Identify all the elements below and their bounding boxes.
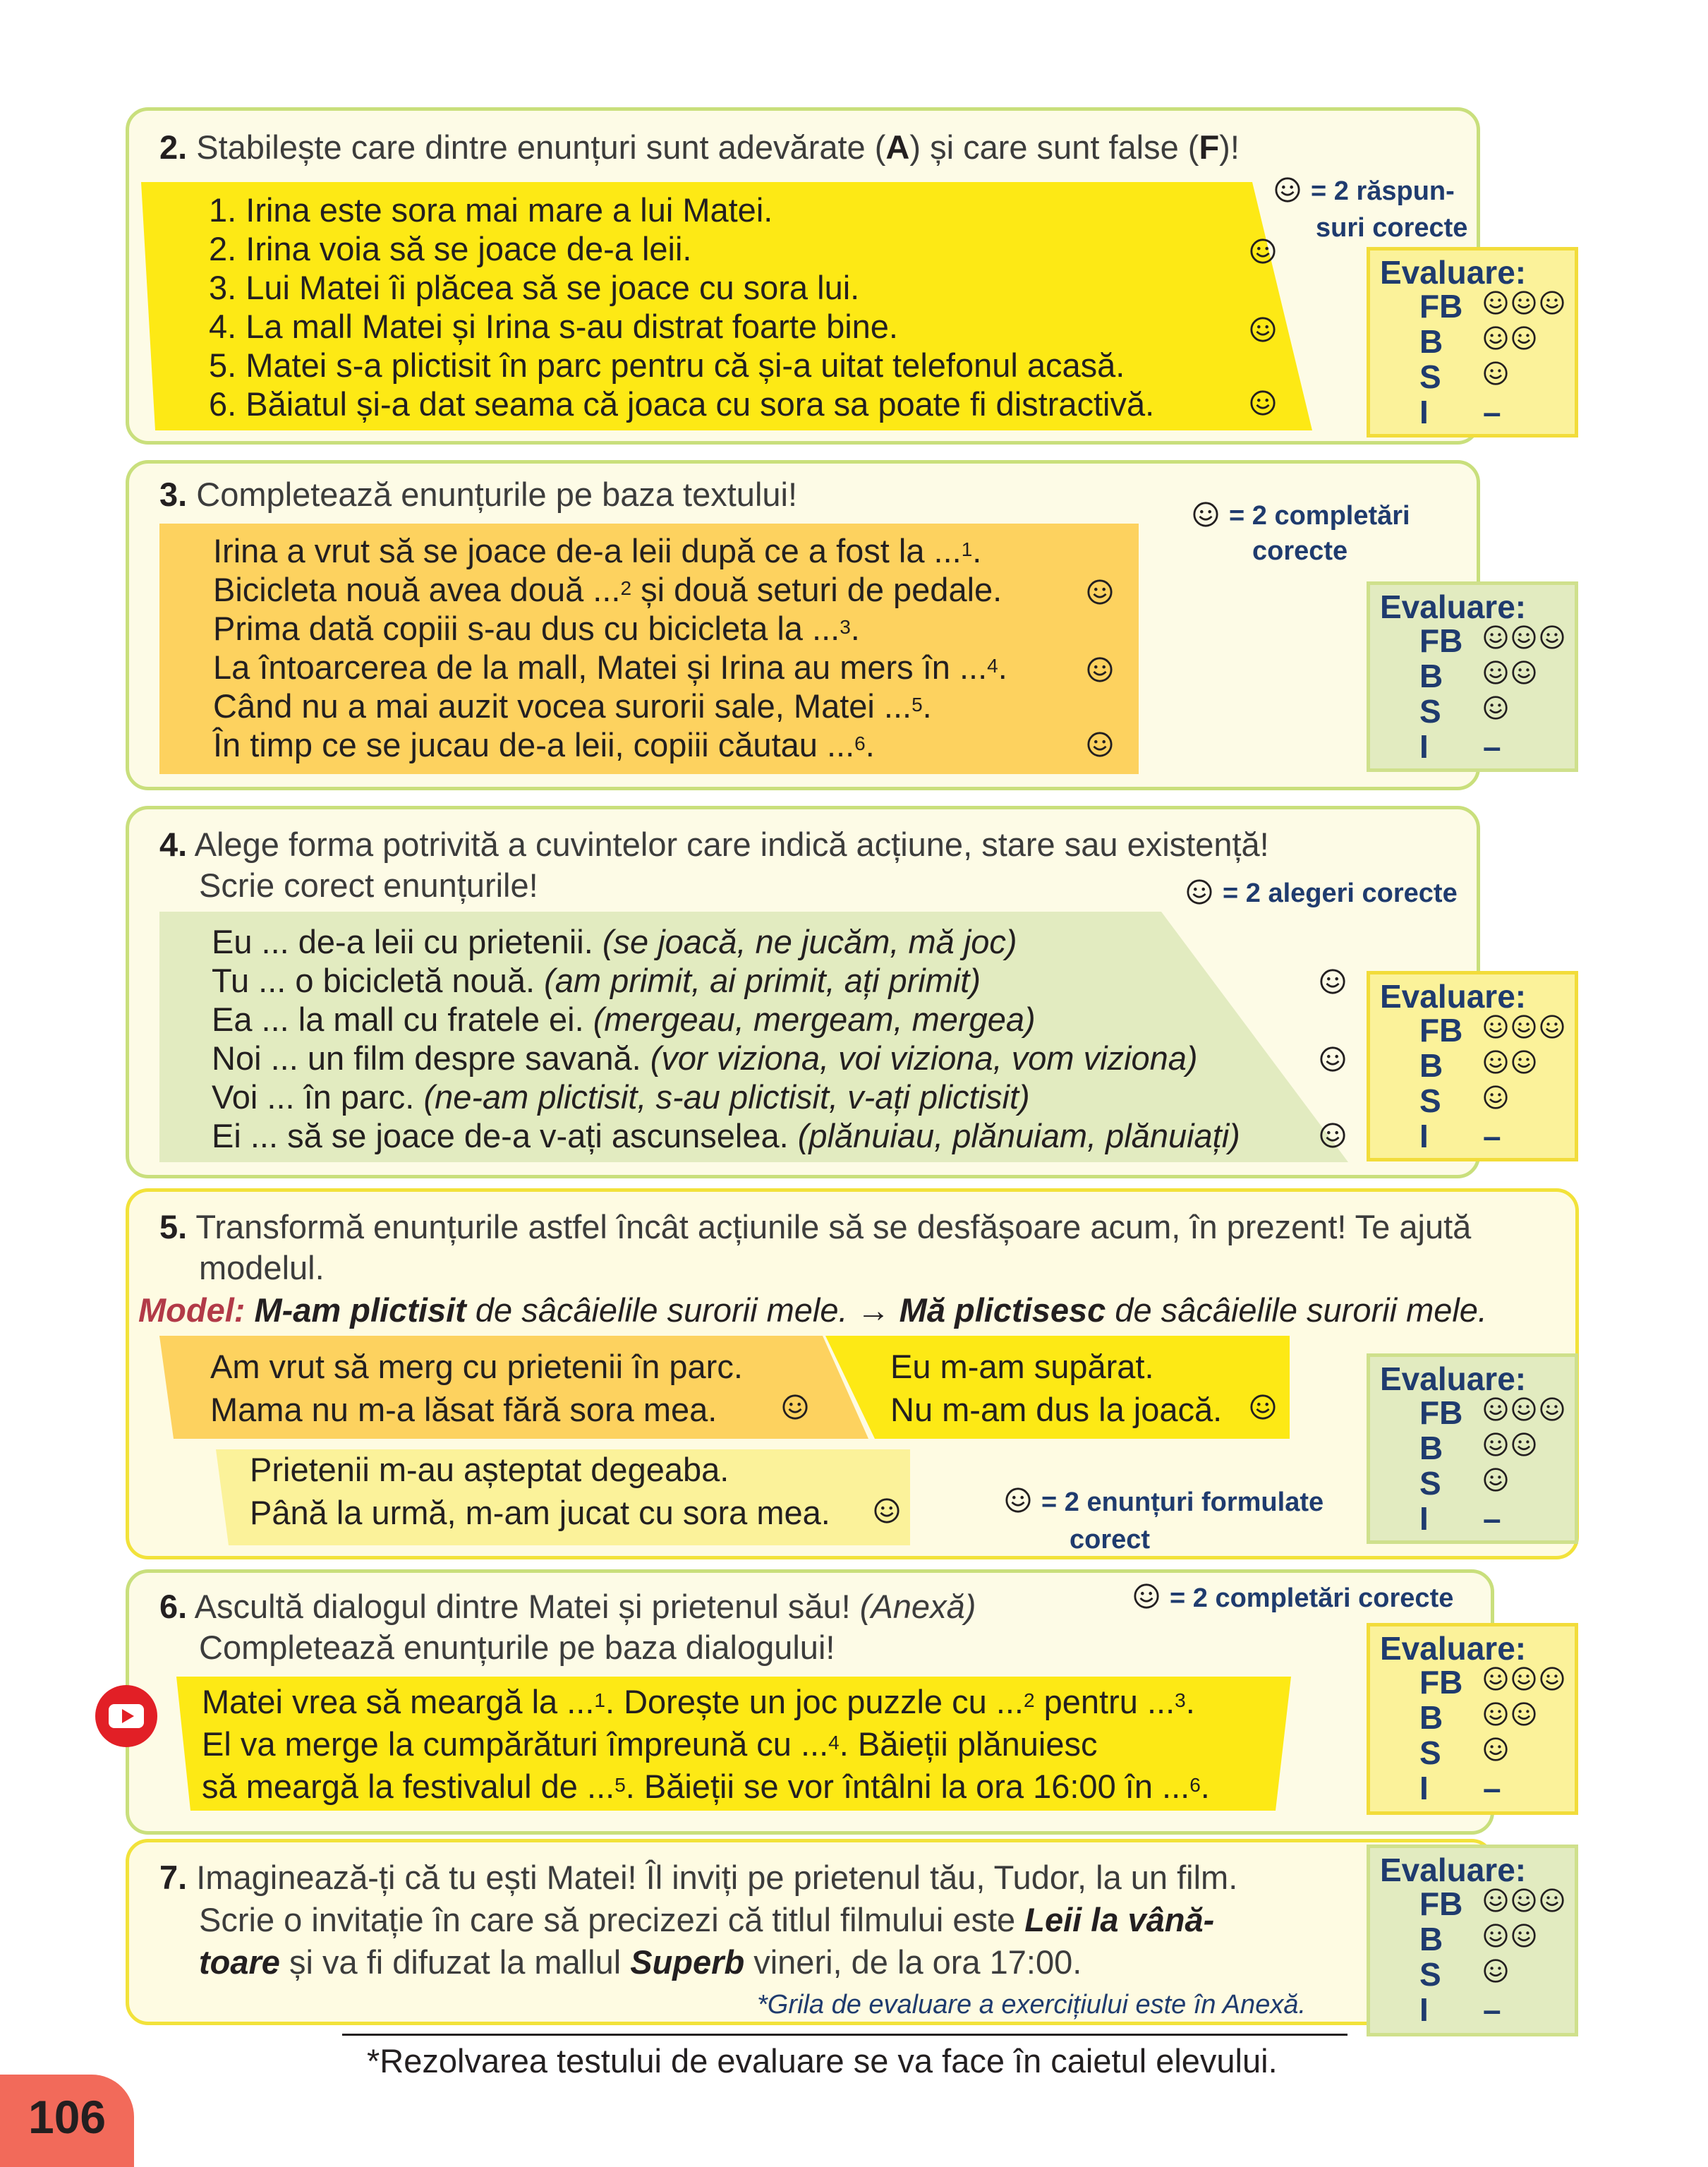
ex3-note-line2: corecte — [1252, 536, 1348, 566]
exercise-3-title: 3. Completează enunțurile pe baza textului! — [159, 476, 798, 513]
ex6-line-2: El va merge la cumpărături împreună cu ...$^4$. Băieții plănuiesc — [202, 1725, 1098, 1763]
smiley-icon — [1539, 1014, 1565, 1039]
smiley-icon — [1249, 238, 1276, 265]
smiley-icon — [1483, 1737, 1508, 1762]
ex4-item-6: Ei ... să se joace de-a v-ați ascunselea. (plănuiau, plănuiam, plănuiați) — [212, 1117, 1240, 1154]
smiley-icon — [1483, 1467, 1508, 1492]
page-number: 106 — [28, 2091, 107, 2143]
ex3-item-1: Irina a vrut să se joace de-a leii după ce a fost la ...$^1$. — [213, 532, 982, 569]
ex4-item-1: Eu ... de-a leii cu prietenii. (se joacă, ne jucăm, mă joc) — [212, 923, 1017, 960]
ex2-evaluation-box: Evaluare: FB B S I – — [1367, 247, 1578, 437]
smiley-icon — [1192, 501, 1219, 528]
ex6-line-3: să meargă la festivalul de ...$^5$. Băieții se vor întâlni la ora 16:00 în ...$^6$. — [202, 1768, 1210, 1805]
smiley-icon — [1249, 316, 1276, 343]
exercise-4-title: 4. Alege forma potrivită a cuvintelor care indică acțiune, stare sau existență! Scrie corect enunțurile! — [159, 826, 1269, 904]
ex7-line-3: toare și va fi difuzat la mallul Superb vineri, de la ora 17:00. — [199, 1943, 1082, 1981]
smiley-icon — [1511, 1049, 1537, 1075]
smiley-icon — [1483, 1085, 1508, 1110]
smiley-icon — [1539, 1666, 1565, 1691]
ex7-line-1: 7. Imaginează-ți că tu ești Matei! Îl inviți pe prietenul tău, Tudor, la un film. — [159, 1859, 1238, 1896]
smiley-icon — [1483, 1701, 1508, 1727]
exercise-6-title: 6. Ascultă dialogul dintre Matei și prietenul său! (Anexă) Completează enunțurile pe baza dialogului! — [159, 1588, 976, 1666]
ex7-line-2: Scrie o invitație în care să precizezi că titlul filmului este Leii la vână- — [199, 1901, 1215, 1938]
ex5-b-line2: Nu m-am dus la joacă. — [890, 1391, 1223, 1428]
ex6-evaluation-box: Evaluare: FB B S I – — [1367, 1623, 1578, 1815]
smiley-icon — [1086, 656, 1113, 683]
ex2-item-6: 6. Băiatul și-a dat seama că joaca cu sora sa poate fi distractivă. — [209, 385, 1155, 423]
smiley-icon — [782, 1394, 808, 1420]
smiley-icon — [1133, 1583, 1160, 1610]
smiley-icon — [1511, 1923, 1537, 1948]
smiley-icon — [873, 1497, 900, 1524]
footer-divider — [342, 2034, 1347, 2036]
smiley-icon — [1511, 624, 1537, 650]
smiley-icon — [1483, 325, 1508, 351]
smiley-icon — [1319, 1122, 1346, 1149]
smiley-icon — [1483, 1014, 1508, 1039]
ex2-item-3: 3. Lui Matei îi plăcea să se joace cu sora lui. — [209, 269, 860, 306]
smiley-icon — [1511, 660, 1537, 685]
smiley-icon — [1539, 1396, 1565, 1422]
ex5-c-line2: Până la urmă, m-am jucat cu sora mea. — [250, 1494, 830, 1531]
smiley-icon — [1186, 879, 1213, 905]
ex2-item-4: 4. La mall Matei și Irina s-au distrat foarte bine. — [209, 308, 898, 345]
ex4-item-4: Noi ... un film despre savană. (vor viziona, voi viziona, vom viziona) — [212, 1039, 1198, 1077]
smiley-icon — [1483, 290, 1508, 315]
ex3-item-6: În timp ce se jucau de-a leii, copiii căutau ...$^6$. — [213, 726, 875, 763]
footer-note: *Rezolvarea testului de evaluare se va face în caietul elevului. — [367, 2042, 1278, 2080]
ex4-item-5: Voi ... în parc. (ne-am plictisit, s-au plictisit, v-ați plictisit) — [212, 1078, 1030, 1116]
ex5-note-line2: corect — [1070, 1525, 1151, 1555]
ex4-item-3: Ea ... la mall cu fratele ei. (mergeau, mergeam, mergea) — [212, 1001, 1036, 1038]
ex2-note-line2: suri corecte — [1316, 213, 1468, 243]
ex4-evaluation-box: Evaluare: FB B S I – — [1367, 971, 1578, 1161]
smiley-icon — [1483, 1888, 1508, 1913]
smiley-icon — [1511, 1888, 1537, 1913]
smiley-icon — [1086, 579, 1113, 605]
ex2-item-2: 2. Irina voia să se joace de-a leii. — [209, 230, 692, 267]
exercise-5-title: 5. Transformă enunțurile astfel încât acțiunile să se desfășoare acum, în prezent! Te ajută modelul. — [159, 1208, 1472, 1286]
smiley-icon — [1249, 390, 1276, 416]
smiley-icon — [1483, 1396, 1508, 1422]
smiley-icon — [1511, 1014, 1537, 1039]
ex4-item-2: Tu ... o bicicletă nouă. (am primit, ai primit, ați primit) — [212, 962, 981, 999]
ex3-item-3: Prima dată copiii s-au dus cu bicicleta la ...$^3$. — [213, 610, 860, 647]
smiley-icon — [1483, 1432, 1508, 1457]
smiley-icon — [1274, 176, 1301, 203]
smiley-icon — [1511, 325, 1537, 351]
ex7-grid-note: *Grila de evaluare a exercițiului este în Anexă. — [757, 1990, 1307, 2020]
smiley-icon — [1483, 361, 1508, 386]
ex2-note-line1: = 2 răspun- — [1311, 176, 1455, 206]
smiley-icon — [1511, 290, 1537, 315]
ex5-a-line2: Mama nu m-a lăsat fără sora mea. — [210, 1391, 717, 1428]
ex2-item-1: 1. Irina este sora mai mare a lui Matei. — [209, 191, 773, 229]
ex7-evaluation-box: Evaluare: FB B S I – — [1367, 1845, 1578, 2036]
smiley-icon — [1319, 968, 1346, 995]
smiley-icon — [1483, 1958, 1508, 1984]
ex3-note-line1: = 2 completări — [1229, 501, 1410, 531]
ex3-item-2: Bicicleta nouă avea două ...$^2$ și două seturi de pedale. — [213, 571, 1003, 608]
smiley-icon — [1539, 290, 1565, 315]
smiley-icon — [1511, 1701, 1537, 1727]
smiley-icon — [1319, 1046, 1346, 1073]
ex3-evaluation-box: Evaluare: FB B S I – — [1367, 581, 1578, 772]
page-number-tab — [0, 2075, 134, 2167]
ex5-model: Model: M-am plictisit de sâcâielile surorii mele. → Mă plictisesc de sâcâielile surorii mele. — [138, 1291, 1487, 1329]
ex4-note: = 2 alegeri corecte — [1223, 879, 1458, 908]
ex5-b-line1: Eu m-am supărat. — [890, 1348, 1154, 1385]
smiley-icon — [1511, 1666, 1537, 1691]
smiley-icon — [1483, 660, 1508, 685]
smiley-icon — [1483, 695, 1508, 720]
ex5-evaluation-box: Evaluare: FB B S I – — [1367, 1353, 1578, 1544]
smiley-icon — [1483, 1049, 1508, 1075]
smiley-icon — [1483, 1666, 1508, 1691]
exercise-2-title: 2. Stabilește care dintre enunțuri sunt adevărate (A) și care sunt false (F)! — [159, 128, 1240, 166]
smiley-icon — [1483, 624, 1508, 650]
smiley-icon — [1539, 624, 1565, 650]
ex5-note-line1: = 2 enunțuri formulate — [1041, 1487, 1324, 1517]
ex6-line-1: Matei vrea să meargă la ...$^1$. Dorește un joc puzzle cu ...$^2$ pentru ...$^3$. — [202, 1683, 1195, 1720]
smiley-icon — [1483, 1923, 1508, 1948]
ex3-item-5: Când nu a mai auzit vocea surorii sale, Matei ...$^5$. — [213, 687, 932, 725]
smiley-icon — [1511, 1396, 1537, 1422]
smiley-icon — [1511, 1432, 1537, 1457]
ex2-item-5: 5. Matei s-a plictisit în parc pentru că și-a uitat telefonul acasă. — [209, 346, 1125, 384]
smiley-icon — [1539, 1888, 1565, 1913]
smiley-icon — [1249, 1394, 1276, 1420]
smiley-icon — [1005, 1487, 1031, 1514]
ex5-c-line1: Prietenii m-au așteptat degeaba. — [250, 1451, 729, 1488]
smiley-icon — [1086, 731, 1113, 758]
ex5-a-line1: Am vrut să merg cu prietenii în parc. — [210, 1348, 743, 1385]
ex3-item-4: La întoarcerea de la mall, Matei și Irina au mers în ...$^4$. — [213, 648, 1007, 686]
ex6-note: = 2 completări corecte — [1170, 1583, 1454, 1613]
play-video-icon[interactable] — [95, 1685, 157, 1747]
